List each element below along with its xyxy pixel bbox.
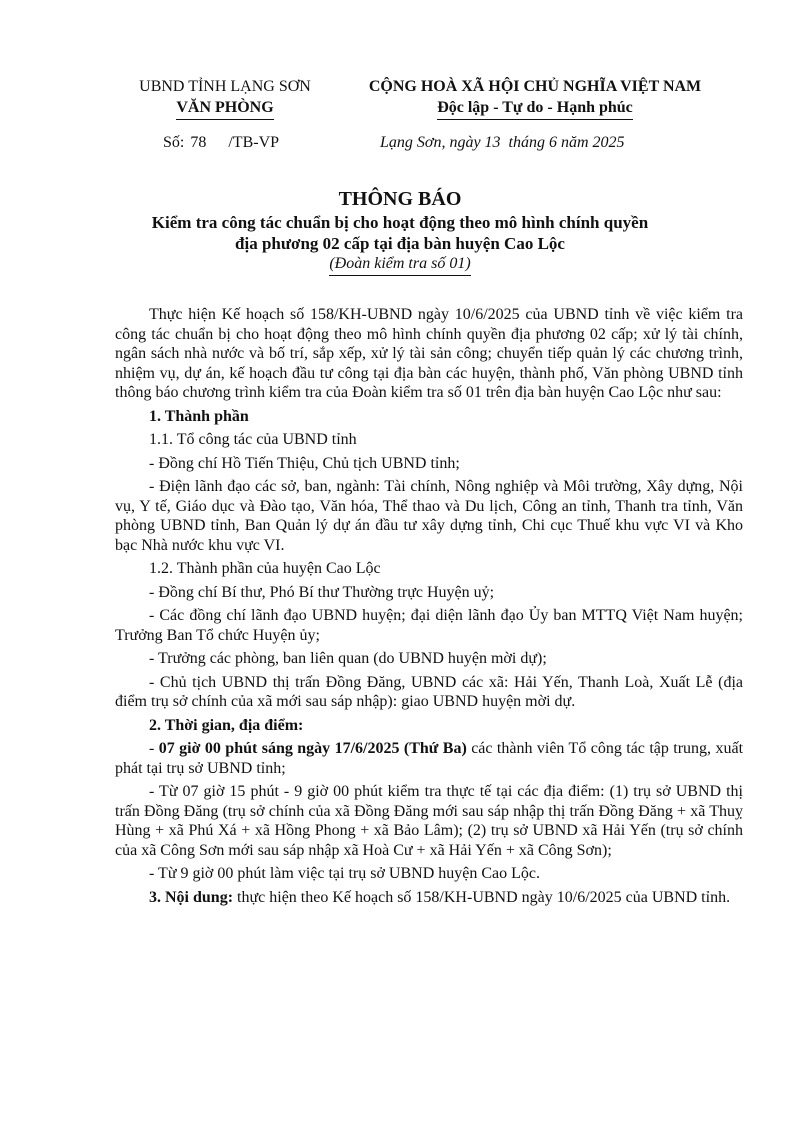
section-2-item-a-time: 07 giờ 00 phút sáng ngày 17/6/2025 (Thứ Ba)	[158, 740, 467, 757]
section-1-heading: 1. Thành phần	[149, 407, 249, 425]
section-1-2-item-b: - Các đồng chí lãnh đạo UBND huyện; đại diện lãnh đạo Ủy ban MTTQ Việt Nam huyện; Trưởng Ban Tổ chức Huyện ủy;	[115, 607, 743, 644]
national-motto: Độc lập - Tự do - Hạnh phúc	[437, 97, 633, 120]
unit-name: VĂN PHÒNG	[176, 97, 273, 120]
intro-paragraph: Thực hiện Kế hoạch số 158/KH-UBND ngày 10/6/2025 của UBND tỉnh về việc kiểm tra công tác chuẩn bị cho hoạt động theo mô hình chính quyền địa phương 02 cấp; xử lý tài chính, ngân sách nhà nước và bố trí, sắp xếp, xử lý tài sản công; chuyển tiếp quản lý các chương trình, nhiệm vụ, dự án, kế hoạch đầu tư công tại địa bàn các huyện, thành phố, Văn phòng UBND tỉnh thông báo chương trình kiểm tra của Đoàn kiểm tra số 01 trên địa bàn huyện Cao Lộc như sau:	[115, 306, 743, 401]
section-3-heading: 3. Nội dung:	[149, 888, 234, 906]
docno-prefix: Số:	[163, 134, 185, 151]
section-3	[115, 888, 743, 908]
section-2-item-b: - Từ 07 giờ 15 phút - 9 giờ 00 phút kiểm tra thực tế tại các địa điểm: (1) trụ sở UBND thị trấn Đồng Đăng (trụ sở chính của xã Đồng Đăng mới sau sáp nhập thị trấn Đồng Đăng + xã Thuỵ Hùng + xã Phú Xá + xã Hồng Phong + xã Bảo Lâm); (2) trụ sở UBND xã Hải Yến (trụ sở chính của xã Công Sơn mới sau sáp nhập xã Hoà Cư + xã Hải Yến + xã Công Sơn);	[115, 783, 743, 859]
date-day: 13	[484, 134, 501, 151]
section-1-2: 1.2. Thành phần của huyện Cao Lộc	[149, 560, 381, 577]
section-1-1-item-b: - Điện lãnh đạo các sở, ban, ngành: Tài chính, Nông nghiệp và Môi trường, Xây dựng, Nội vụ, Y tế, Giáo dục và Đào tạo, Văn hóa, Thể thao và Du lịch, Công an tỉnh, Thanh tra tỉnh, Văn phòng UBND tỉnh, Ban Quản lý dự án đầu tư xây dựng tỉnh, Chi cục Thuế khu vực VI và Kho bạc Nhà nước khu vực VI.	[115, 478, 743, 554]
issuing-agency	[110, 76, 340, 120]
date-month-year: tháng 6 năm 2025	[508, 134, 625, 151]
subtitle-line-1: Kiểm tra công tác chuẩn bị cho hoạt động theo mô hình chính quyền	[151, 213, 649, 232]
section-1-2-item-d: - Chủ tịch UBND thị trấn Đồng Đăng, UBND các xã: Hải Yến, Thanh Loà, Xuất Lễ (địa điểm trụ sở chính của xã mới sau sáp nhập): giao UBND huyện mời dự.	[115, 673, 743, 710]
inspection-team-label: (Đoàn kiểm tra số 01)	[329, 254, 470, 276]
section-3-text: thực hiện theo Kế hoạch số 158/KH-UBND ngày 10/6/2025 của UBND tỉnh.	[233, 888, 731, 906]
section-1-2-item-c: - Trưởng các phòng, ban liên quan (do UBND huyện mời dự);	[149, 650, 547, 667]
section-1-1-item-a: - Đồng chí Hồ Tiến Thiệu, Chủ tịch UBND tỉnh;	[149, 454, 460, 472]
docno-number: 78	[190, 134, 207, 151]
section-1-2-item-a: - Đồng chí Bí thư, Phó Bí thư Thường trực Huyện uỷ;	[149, 583, 495, 601]
document-body	[115, 305, 743, 911]
section-2-item-a-text: các thành viên Tổ công tác tập trung, xuất phát tại trụ sở UBND tỉnh;	[115, 740, 744, 777]
section-2-item-c: - Từ 9 giờ 00 phút làm việc tại trụ sở UBND huyện Cao Lộc.	[149, 865, 541, 882]
document-number	[163, 134, 279, 152]
title-block	[110, 186, 690, 276]
section-1-1: 1.1. Tổ công tác của UBND tỉnh	[149, 431, 357, 448]
agency-name: UBND TỈNH LẠNG SƠN	[139, 78, 311, 95]
national-heading	[330, 76, 740, 120]
republic-name: CỘNG HOÀ XÃ HỘI CHỦ NGHĨA VIỆT NAM	[368, 78, 702, 95]
document-title: THÔNG BÁO	[338, 188, 462, 210]
section-2-heading: 2. Thời gian, địa điểm:	[149, 716, 304, 734]
subtitle-line-2: địa phương 02 cấp tại địa bàn huyện Cao Lộc	[235, 234, 565, 253]
section-2-item-a: - 07 giờ 00 phút sáng ngày 17/6/2025 (Thứ Ba) các thành viên Tổ công tác tập trung, xuất phát tại trụ sở UBND tỉnh;	[115, 740, 744, 777]
place-date	[380, 134, 625, 152]
docno-suffix: /TB-VP	[228, 134, 280, 151]
date-place: Lạng Sơn, ngày	[380, 134, 481, 151]
